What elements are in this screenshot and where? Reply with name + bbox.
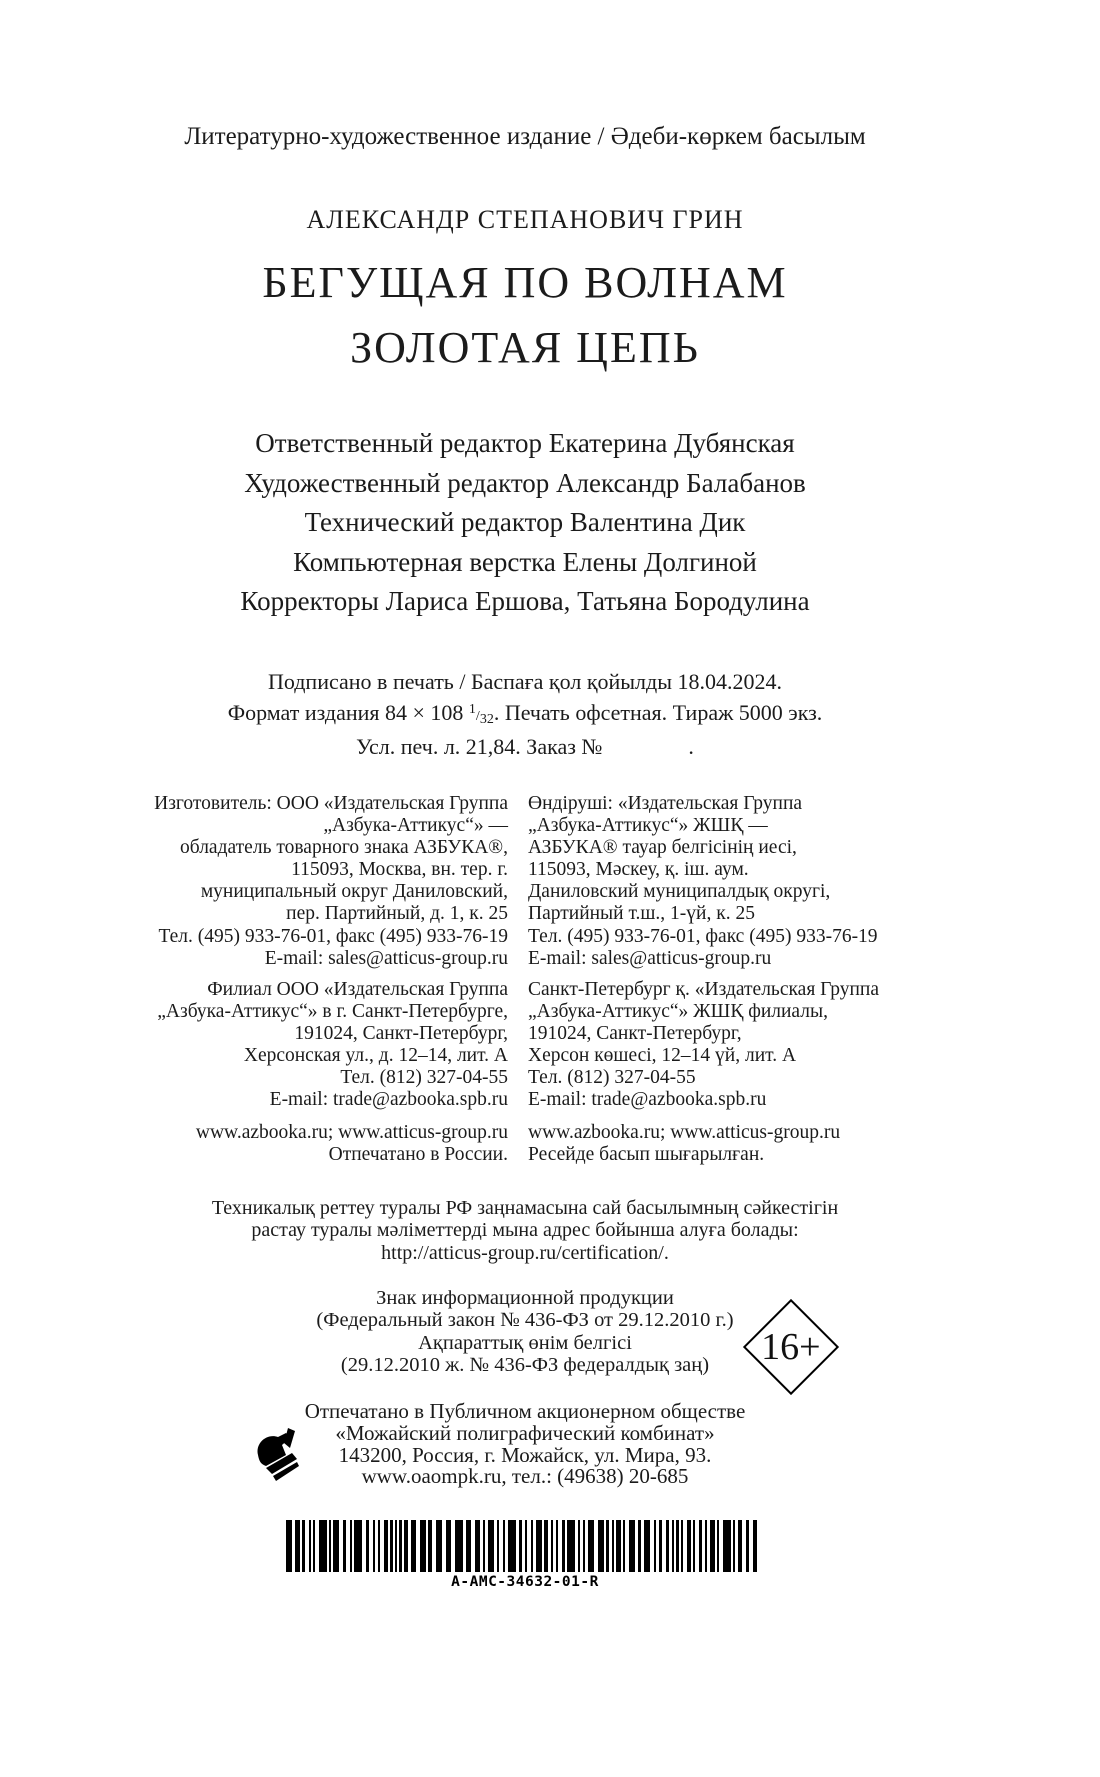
printer-line: 143200, Россия, г. Можайск, ул. Мира, 93. — [338, 1442, 712, 1467]
imprint-line: 191024, Санкт-Петербург, — [528, 1022, 742, 1044]
imprint-line: Херсон көшесі, 12–14 үй, лит. А — [528, 1045, 797, 1067]
imprint-right-column — [528, 793, 895, 1167]
info-sign-block — [0, 1287, 1050, 1377]
info-sign-line: Знак информационной продукции — [376, 1287, 674, 1309]
imprint-line: E-mail: trade@azbooka.spb.ru — [269, 1089, 508, 1111]
print-info-line — [0, 696, 1050, 734]
author-name: АЛЕКСАНДР СТЕПАНОВИЧ ГРИН — [306, 205, 744, 234]
manufacturer-block-kz — [528, 793, 895, 970]
imprint-line: Изготовитель: ООО «Издательская Группа — [154, 793, 508, 814]
barcode-label: A-AMC-34632-01-R — [451, 1574, 599, 1590]
editor-line: Компьютерная верстка Елены Долгиной — [293, 546, 757, 577]
imprint-line: „Азбука-Аттикус“» в г. Санкт-Петербурге, — [157, 1000, 508, 1022]
print-info-line: Подписано в печать / Баспаға қол қойылды 18.04.2024. — [267, 669, 783, 694]
imprint-line: обладатель товарного знака АЗБУКА®, — [180, 837, 508, 859]
info-sign-line: Ақпараттық өнім белгісі — [418, 1331, 632, 1354]
imprint-line: Партийный т.ш., 1-үй, к. 25 — [528, 903, 755, 925]
imprint-line: www.azbooka.ru; www.atticus-group.ru — [195, 1122, 508, 1144]
imprint-line: Тел. (495) 933-76-01, факс (495) 933-76-19 — [528, 925, 878, 947]
imprint-line: пер. Партийный, д. 1, к. 25 — [286, 903, 508, 925]
imprint-line: E-mail: sales@atticus-group.ru — [264, 947, 508, 969]
branch-block-ru — [105, 979, 508, 1112]
printer-line: «Можайский полиграфический комбинат» — [335, 1420, 715, 1445]
editor-line: Ответственный редактор Екатерина Дубянская — [255, 428, 795, 458]
branch-block-kz — [528, 979, 895, 1112]
book-title — [0, 250, 1050, 380]
editors-block — [0, 424, 1050, 622]
editor-line: Корректоры Лариса Ершова, Татьяна Бородулина — [240, 586, 810, 616]
certification-block — [0, 1197, 1050, 1264]
age-rating-text: 16+ — [761, 1326, 821, 1368]
printer-line: www.oaompk.ru, тел.: (49638) 20-685 — [361, 1464, 689, 1489]
order-prefix: Усл. печ. л. 21,84. Заказ № — [356, 734, 603, 759]
print-info-block — [0, 668, 1050, 761]
imprint-line: Отпечатано в России. — [328, 1144, 508, 1166]
manufacturer-block-ru — [105, 793, 508, 970]
title-line-2: ЗОЛОТАЯ ЦЕПЬ — [350, 323, 700, 372]
imprint-line: Санкт-Петербург қ. «Издательская Группа — [528, 978, 879, 1000]
printing-house-logo-icon — [251, 1424, 307, 1489]
imprint-line: „Азбука-Аттикус“» ЖШҚ — — [528, 815, 768, 837]
imprint-line: Даниловский муниципалдық округі, — [528, 881, 831, 903]
imprint-line: 191024, Санкт-Петербург, — [294, 1022, 508, 1044]
printer-block — [0, 1401, 1050, 1488]
imprint-line: E-mail: trade@azbooka.spb.ru — [528, 1089, 767, 1111]
imprint-line: Тел. (812) 327-04-55 — [528, 1067, 696, 1089]
imprint-line: Ресейде басып шығарылған. — [528, 1144, 765, 1166]
editor-line: Художественный редактор Александр Балабанов — [244, 467, 806, 498]
imprint-line: Тел. (495) 933-76-01, факс (495) 933-76-19 — [158, 925, 508, 947]
print-info-line — [0, 733, 1050, 761]
info-sign-line: (Федеральный закон № 436-ФЗ от 29.12.2010 г.) — [316, 1309, 734, 1332]
imprint-line: 115093, Мәскеу, қ. іш. аум. — [528, 859, 749, 881]
imprint-line: 115093, Москва, вн. тер. г. — [291, 859, 508, 881]
certification-line: Техникалық реттеу туралы РФ заңнамасына сай басылымның сәйкестігін — [211, 1197, 839, 1219]
editor-line: Технический редактор Валентина Дик — [304, 507, 746, 537]
imprint-columns — [105, 793, 895, 1167]
websites-block-ru — [105, 1122, 508, 1166]
format-prefix: Формат издания 84 × 108 — [227, 699, 469, 725]
info-sign-line: (29.12.2010 ж. № 436-ФЗ федералдық заң) — [340, 1354, 710, 1377]
imprint-line: Филиал ООО «Издательская Группа — [207, 978, 508, 1000]
edition-line: Литературно-художественное издание / Әдеби-көркем басылым — [184, 123, 866, 150]
title-line-1: БЕГУЩАЯ ПО ВОЛНАМ — [262, 258, 788, 307]
imprint-line: муниципальный округ Даниловский, — [200, 881, 508, 903]
order-suffix: . — [688, 734, 694, 759]
imprint-line: АЗБУКА® тауар белгісінің иесі, — [528, 837, 797, 859]
imprint-line: E-mail: sales@atticus-group.ru — [528, 947, 772, 969]
imprint-line: „Азбука-Аттикус“» ЖШҚ филиалы, — [528, 1000, 828, 1022]
imprint-line: Херсонская ул., д. 12–14, лит. А — [243, 1045, 508, 1067]
imprint-line: www.azbooka.ru; www.atticus-group.ru — [528, 1122, 841, 1144]
imprint-line: Өндіруші: «Издательская Группа — [528, 793, 803, 814]
websites-block-kz — [528, 1122, 895, 1166]
imprint-line: Тел. (812) 327-04-55 — [340, 1067, 508, 1089]
barcode-image — [286, 1520, 762, 1572]
format-suffix: . Печать офсетная. Тираж 5000 экз. — [493, 699, 823, 725]
imprint-left-column — [105, 793, 508, 1167]
certification-line: http://atticus-group.ru/certification/. — [381, 1241, 669, 1264]
printer-line: Отпечатано в Публичном акционерном обществе — [304, 1399, 746, 1423]
imprint-line: „Азбука-Аттикус“» — — [323, 815, 508, 837]
certification-line: растау туралы мәліметтерді мына адрес бойынша алуға болады: — [251, 1219, 799, 1242]
format-fraction: 1/32 — [468, 701, 494, 727]
